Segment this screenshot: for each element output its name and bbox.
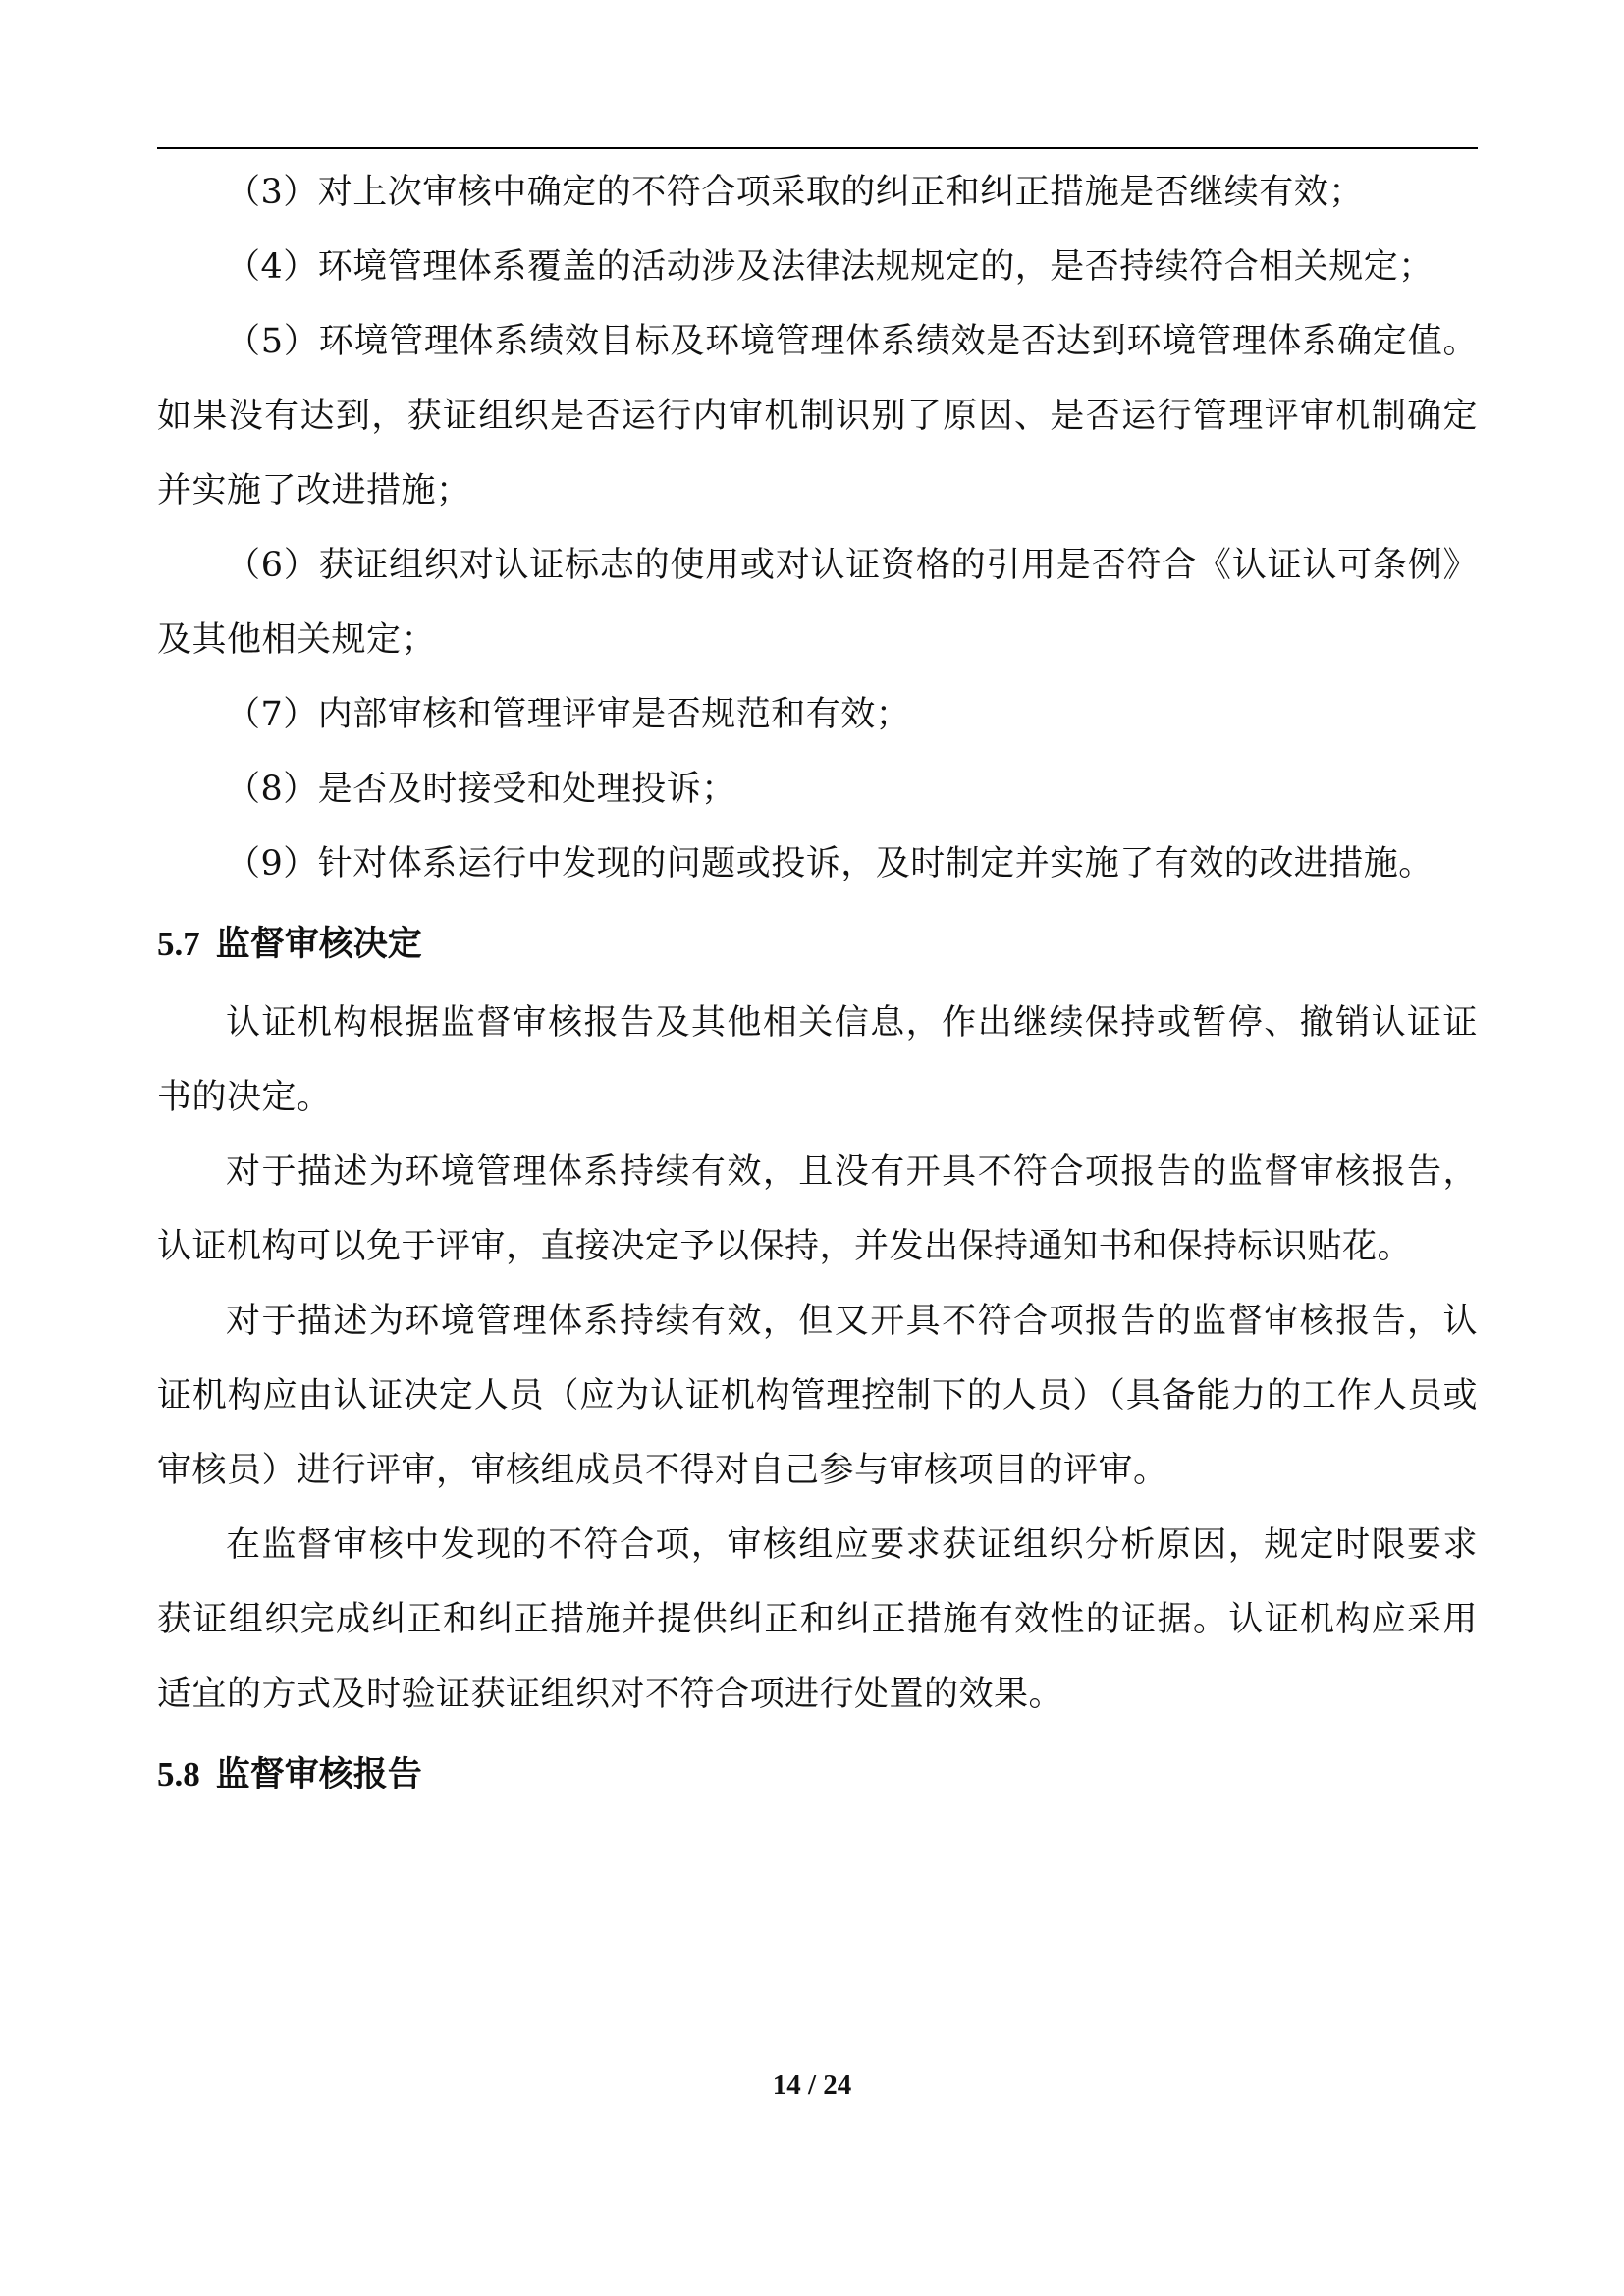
list-item-7: （7）内部审核和管理评审是否规范和有效； xyxy=(226,695,911,734)
section-heading-5-8 xyxy=(157,1737,1478,1812)
list-item-6: （6）获证组织对认证标志的使用或对认证资格的引用是否符合《认证认可条例》及其他相关规定； xyxy=(157,546,1478,660)
document-page xyxy=(157,147,1478,1816)
list-item-4: （4）环境管理体系覆盖的活动涉及法律法规规定的，是否持续符合相关规定； xyxy=(226,247,1434,287)
paragraph: 对于描述为环境管理体系持续有效，且没有开具不符合项报告的监督审核报告，认证机构可以免于评审，直接决定予以保持，并发出保持通知书和保持标识贴花。 xyxy=(157,1152,1478,1266)
header-rule xyxy=(157,147,1478,149)
list-item-9: （9）针对体系运行中发现的问题或投诉，及时制定并实施了有效的改进措施。 xyxy=(226,844,1434,883)
section-heading-5-7 xyxy=(157,907,1478,982)
paragraph: 对于描述为环境管理体系持续有效，但又开具不符合项报告的监督审核报告，认证机构应由认证决定人员（应为认证机构管理控制下的人员）（具备能力的工作人员或审核员）进行评审，审核组成员不得对自己参与审核项目的评审。 xyxy=(157,1302,1478,1490)
list-item-5: （5）环境管理体系绩效目标及环境管理体系绩效是否达到环境管理体系确定值。如果没有达到，获证组织是否运行内审机制识别了原因、是否运行管理评审机制确定并实施了改进措施； xyxy=(157,322,1478,510)
list-item-3: （3）对上次审核中确定的不符合项采取的纠正和纠正措施是否继续有效； xyxy=(226,173,1364,212)
list-item-8: （8）是否及时接受和处理投诉； xyxy=(226,770,736,809)
section-title: 监督审核报告 xyxy=(215,1755,422,1794)
paragraph: 认证机构根据监督审核报告及其他相关信息，作出继续保持或暂停、撤销认证证书的决定。 xyxy=(157,1003,1478,1117)
page-number: 14 / 24 xyxy=(772,2069,852,2101)
section-title: 监督审核决定 xyxy=(215,925,422,964)
section-number: 5.8 xyxy=(157,1755,200,1793)
section-number: 5.7 xyxy=(157,925,200,963)
paragraph: 在监督审核中发现的不符合项，审核组应要求获证组织分析原因，规定时限要求获证组织完成纠正和纠正措施并提供纠正和纠正措施有效性的证据。认证机构应采用适宜的方式及时验证获证组织对不符合项进行处置的效果。 xyxy=(157,1525,1478,1714)
